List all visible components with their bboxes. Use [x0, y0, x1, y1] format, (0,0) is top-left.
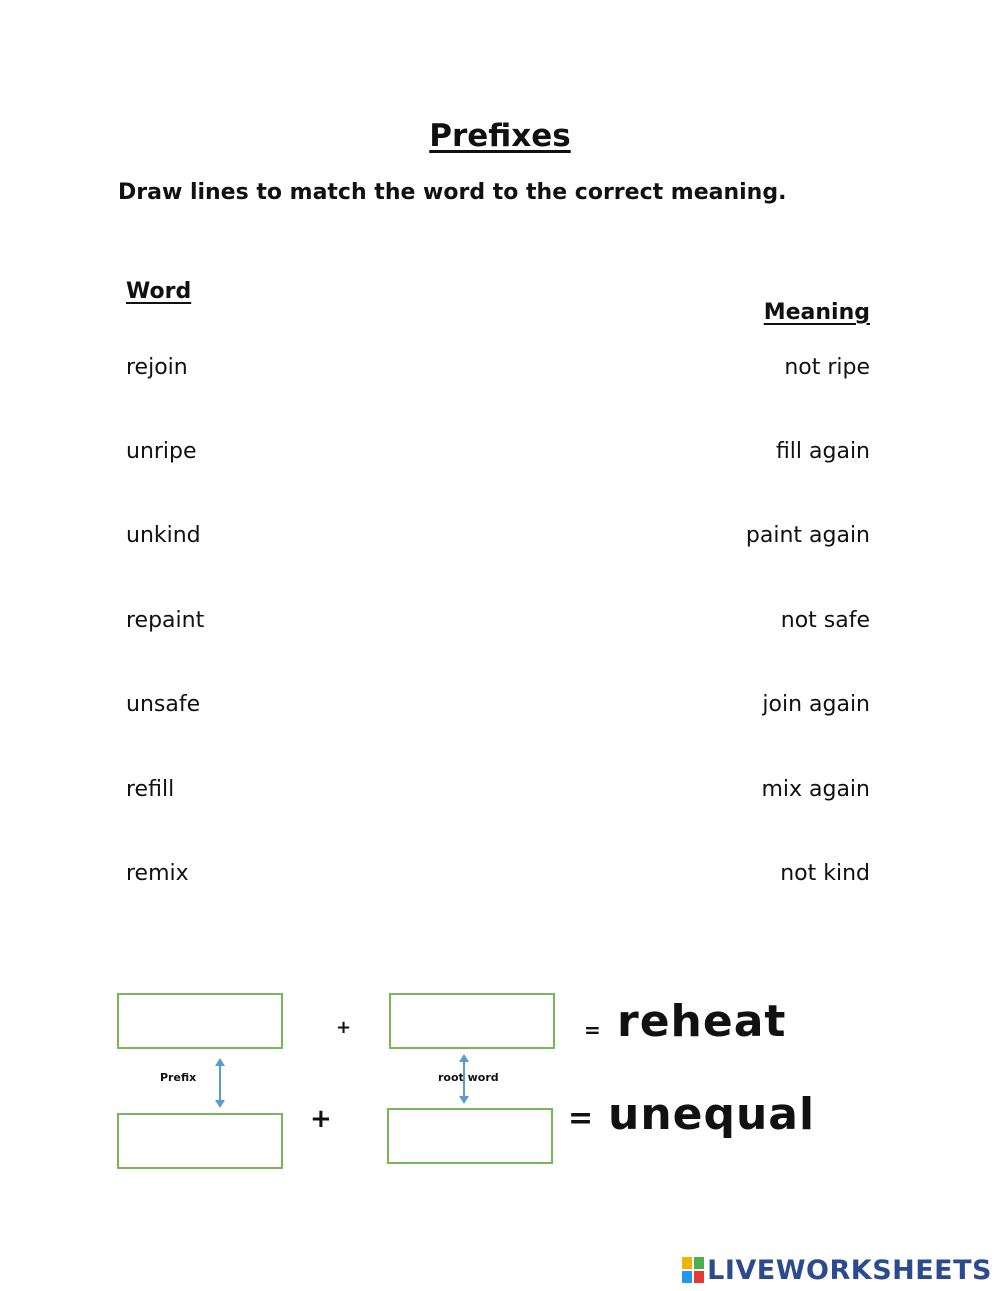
meaning-column-header: Meaning: [763, 300, 870, 325]
word-item[interactable]: rejoin: [126, 355, 188, 380]
root-word-label: root word: [438, 1071, 499, 1084]
live-logo-icon: [682, 1257, 704, 1283]
result-word-unequal: unequal: [608, 1089, 816, 1140]
double-arrow-icon: [212, 1058, 228, 1108]
meaning-item[interactable]: join again: [762, 692, 870, 717]
double-arrow-icon: [456, 1054, 472, 1104]
plus-sign-2: +: [310, 1104, 332, 1134]
meaning-item[interactable]: paint again: [745, 523, 870, 548]
word-item[interactable]: unkind: [126, 523, 201, 548]
word-item[interactable]: refill: [126, 777, 175, 802]
instruction-text: Draw lines to match the word to the correct meaning.: [118, 180, 787, 205]
meaning-item[interactable]: not safe: [780, 608, 870, 633]
meaning-item[interactable]: mix again: [761, 777, 870, 802]
logo-text: LIVEWORKSHEETS: [707, 1254, 992, 1286]
word-column-header: Word: [126, 279, 192, 304]
equals-sign-1: =: [584, 1018, 601, 1042]
meaning-item[interactable]: fill again: [775, 439, 870, 464]
equals-sign-2: =: [568, 1101, 594, 1136]
root-word-input-box-1[interactable]: [389, 993, 555, 1049]
prefix-input-box-2[interactable]: [117, 1113, 283, 1169]
liveworksheets-logo[interactable]: [682, 1254, 992, 1286]
result-word-reheat: reheat: [617, 996, 787, 1047]
word-item[interactable]: unripe: [126, 439, 197, 464]
meaning-item[interactable]: not kind: [780, 861, 870, 886]
prefix-input-box-1[interactable]: [117, 993, 283, 1049]
word-item[interactable]: unsafe: [126, 692, 201, 717]
meaning-item[interactable]: not ripe: [784, 355, 870, 380]
word-item[interactable]: remix: [126, 861, 189, 886]
page-title: Prefixes: [429, 118, 571, 154]
root-word-input-box-2[interactable]: [387, 1108, 553, 1164]
word-item[interactable]: repaint: [126, 608, 205, 633]
plus-sign-1: +: [336, 1017, 352, 1038]
prefix-label: Prefix: [160, 1071, 197, 1084]
